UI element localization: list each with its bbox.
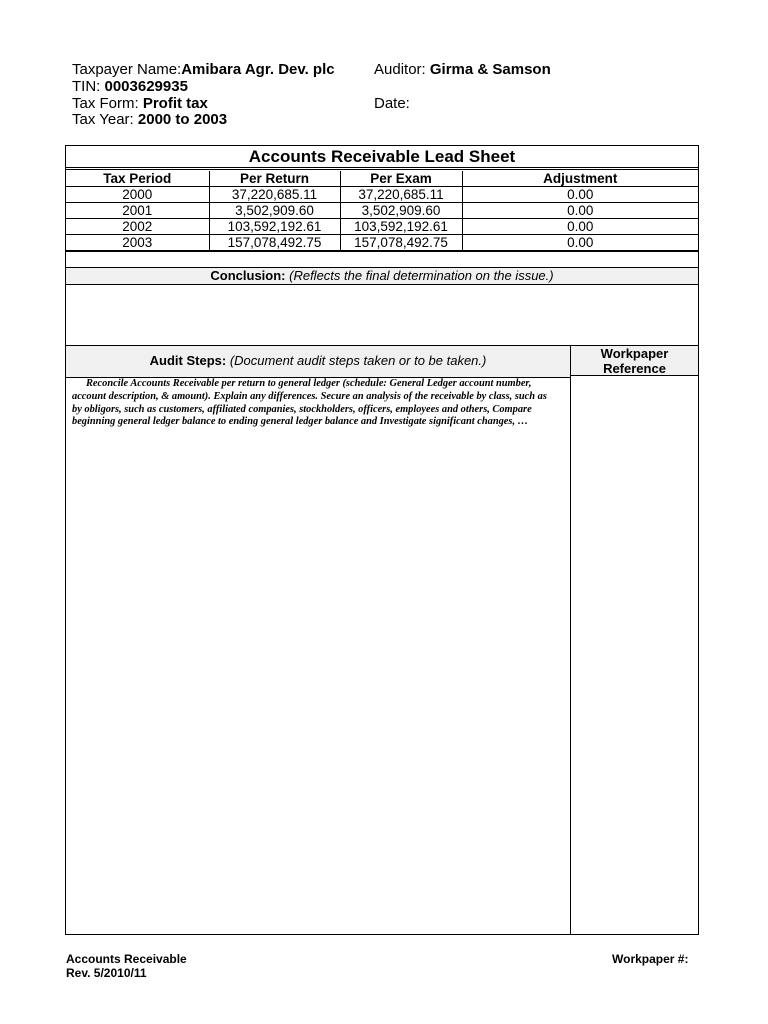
lead-table bbox=[66, 171, 698, 251]
table-row bbox=[66, 203, 698, 219]
table-cell: 2001 bbox=[66, 203, 209, 219]
table-row bbox=[66, 235, 698, 251]
table-cell: 103,592,192.61 bbox=[340, 219, 462, 235]
table-cell: 0.00 bbox=[462, 219, 698, 235]
footer-left bbox=[66, 952, 187, 980]
taxyear-label: Tax Year: bbox=[72, 111, 138, 128]
conclusion-header bbox=[66, 267, 698, 285]
date-line bbox=[374, 96, 410, 112]
col-header: Per Exam bbox=[340, 171, 462, 187]
row-divider bbox=[66, 251, 698, 252]
table-cell: 0.00 bbox=[462, 203, 698, 219]
table-cell: 3,502,909.60 bbox=[209, 203, 340, 219]
table-cell: 0.00 bbox=[462, 235, 698, 251]
column-divider bbox=[570, 376, 571, 935]
tin-label: TIN: bbox=[72, 78, 105, 95]
conclusion-hint: (Reflects the final determination on the issue.) bbox=[289, 268, 554, 283]
table-cell: 3,502,909.60 bbox=[340, 203, 462, 219]
table-cell: 157,078,492.75 bbox=[209, 235, 340, 251]
workpaper-reference-header bbox=[570, 345, 698, 376]
footer-revision: Rev. 5/2010/11 bbox=[66, 966, 147, 980]
date-label: Date: bbox=[374, 95, 410, 112]
table-cell: 2003 bbox=[66, 235, 209, 251]
workpaper-ref-line2: Reference bbox=[603, 361, 666, 376]
col-header: Per Return bbox=[209, 171, 340, 187]
table-row bbox=[66, 219, 698, 235]
auditor-value: Girma & Samson bbox=[429, 61, 551, 78]
taxform-label: Tax Form: bbox=[72, 95, 143, 112]
audit-steps-hint: (Document audit steps taken or to be taken.) bbox=[229, 353, 487, 368]
table-cell: 157,078,492.75 bbox=[340, 235, 462, 251]
table-cell: 37,220,685.11 bbox=[209, 187, 340, 203]
audit-steps-text: Reconcile Accounts Receivable per return to general ledger (schedule: General Ledger account number, account description, & amount). Explain any differences. Secure an analysis of the receivable by class, such as by obligors, such as customers, affiliated companies, stockholders, officers, employees and others, Compare beginning general ledger balance to ending general ledger balance and Investigate significant changes, … bbox=[72, 378, 547, 428]
table-cell: 37,220,685.11 bbox=[340, 187, 462, 203]
col-header: Adjustment bbox=[462, 171, 698, 187]
table-header-row bbox=[66, 171, 698, 187]
table-cell: 0.00 bbox=[462, 187, 698, 203]
audit-steps-header bbox=[66, 345, 570, 378]
table-row bbox=[66, 187, 698, 203]
col-header: Tax Period bbox=[66, 171, 209, 187]
tin-line bbox=[72, 79, 188, 95]
taxform-line bbox=[72, 96, 208, 112]
taxyear-value: 2000 to 2003 bbox=[137, 111, 228, 128]
table-cell: 2002 bbox=[66, 219, 209, 235]
auditor-label: Auditor: bbox=[374, 61, 430, 78]
footer-workpaper-number: Workpaper #: bbox=[612, 952, 689, 966]
workpaper-ref-line1: Workpaper bbox=[600, 346, 669, 361]
conclusion-label: Conclusion: bbox=[210, 268, 286, 283]
footer-form-name: Accounts Receivable bbox=[66, 952, 187, 966]
taxpayer-label: Taxpayer Name: bbox=[72, 61, 182, 78]
table-cell: 2000 bbox=[66, 187, 209, 203]
taxpayer-value: Amibara Agr. Dev. plc bbox=[181, 61, 335, 78]
taxform-value: Profit tax bbox=[142, 95, 208, 112]
table-cell: 103,592,192.61 bbox=[209, 219, 340, 235]
sheet-title: Accounts Receivable Lead Sheet bbox=[66, 146, 698, 170]
taxyear-line bbox=[72, 112, 227, 128]
taxpayer-line bbox=[72, 62, 335, 78]
auditor-line bbox=[374, 62, 551, 78]
tin-value: 0003629935 bbox=[104, 78, 188, 95]
lead-sheet bbox=[65, 145, 699, 935]
audit-steps-label: Audit Steps: bbox=[149, 353, 227, 368]
